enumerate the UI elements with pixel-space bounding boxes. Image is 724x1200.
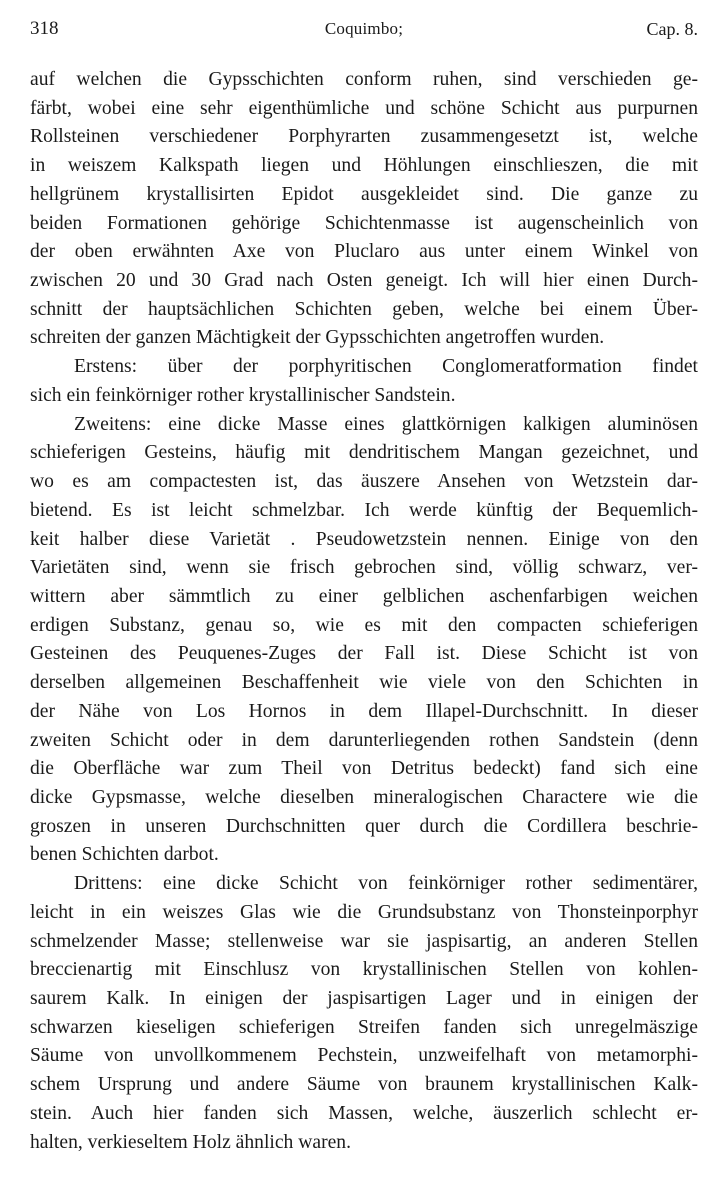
text-line: in weiszem Kalkspath liegen und Höhlungen einschlieszen, die mit [30, 155, 698, 177]
text-line: Säume von unvollkommenem Pechstein, unzweifelhaft von metamorphi- [30, 1045, 698, 1067]
chapter-label: Cap. 8. [646, 19, 698, 39]
text-line: benen Schichten darbot. [30, 844, 219, 866]
running-title: Coquimbo; [324, 19, 404, 38]
text-line: schem Ursprung und andere Säume von braunem krystallinischen Kalk- [30, 1074, 698, 1096]
text-line: zwischen 20 und 30 Grad nach Osten geneigt. Ich will hier einen Durch- [30, 270, 698, 292]
text-line: auf welchen die Gypsschichten conform ruhen, sind verschieden ge- [30, 69, 698, 90]
text-line: breccienartig mit Einschlusz von krystallinischen Stellen von kohlen- [30, 959, 698, 981]
text-line: beiden Formationen gehörige Schichtenmasse ist augenscheinlich von [30, 212, 698, 234]
text-line: der oben erwähnten Axe von Pluclaro aus unter einem Winkel von [30, 241, 698, 263]
text-line: stein. Auch hier fanden sich Massen, welche, äuszerlich schlecht er- [30, 1102, 698, 1124]
text-line: schnitt der hauptsächlichen Schichten geben, welche bei einem Über- [30, 298, 698, 320]
text-line: sich ein feinkörniger rother krystallinischer Sandstein. [30, 384, 456, 406]
text-line: schreiten der ganzen Mächtigkeit der Gypsschichten angetroffen wurden. [30, 327, 605, 349]
text-line: die Oberfläche war zum Theil von Detritus bedeckt) fand sich eine [30, 758, 698, 780]
body-text [30, 66, 698, 1157]
text-line: leicht in ein weiszes Glas wie die Grundsubstanz von Thonsteinporphyr [30, 901, 698, 923]
text-line: schieferigen Gesteins, häufig mit dendritischem Mangan gezeichnet, und [30, 442, 698, 464]
text-line: färbt, wobei eine sehr eigenthümliche und schöne Schicht aus purpurnen [30, 97, 698, 119]
page-header [30, 14, 698, 44]
text-line: schwarzen kieseligen schieferigen Streifen fanden sich unregelmäszige [30, 1016, 698, 1038]
text-line: schmelzender Masse; stellenweise war sie jaspisartig, an anderen Stellen [30, 930, 698, 952]
text-line: Varietäten sind, wenn sie frisch gebrochen sind, völlig schwarz, ver- [30, 557, 698, 579]
text-line: Zweitens: eine dicke Masse eines glattkörnigen kalkigen aluminösen [74, 413, 698, 435]
text-line: wittern aber sämmtlich zu einer gelblichen aschenfarbigen weichen [30, 585, 698, 607]
text-line: bietend. Es ist leicht schmelzbar. Ich werde künftig der Bequemlich- [30, 499, 698, 521]
text-line: Drittens: eine dicke Schicht von feinkörniger rother sedimentärer, [74, 873, 698, 895]
text-line: der Nähe von Los Hornos in dem Illapel-Durchschnitt. In dieser [30, 700, 698, 722]
text-line: saurem Kalk. In einigen der jaspisartigen Lager und in einigen der [30, 988, 698, 1009]
text-line: derselben allgemeinen Beschaffenheit wie viele von den Schichten in [30, 672, 698, 694]
book-page [30, 14, 698, 1157]
text-line: Rollsteinen verschiedener Porphyrarten zusammengesetzt ist, welche [30, 126, 698, 148]
paragraph [30, 411, 698, 871]
text-line: keit halber diese Varietät . Pseudowetzstein nennen. Einige von den [30, 528, 698, 550]
page-number: 318 [30, 18, 59, 39]
paragraph [30, 66, 698, 353]
paragraph [30, 870, 698, 1157]
text-line: zweiten Schicht oder in dem darunterliegenden rothen Sandstein (denn [30, 729, 698, 751]
text-line: Gesteinen des Peuquenes-Zuges der Fall ist. Diese Schicht ist von [30, 643, 698, 665]
text-line: dicke Gypsmasse, welche dieselben mineralogischen Charactere wie die [30, 786, 698, 808]
text-line: halten, verkieseltem Holz ähnlich waren. [30, 1131, 351, 1153]
text-line: groszen in unseren Durchschnitten quer durch die Cordillera beschrie- [30, 815, 698, 837]
text-line: hellgrünem krystallisirten Epidot ausgekleidet sind. Die ganze zu [30, 183, 698, 205]
paragraph [30, 353, 698, 410]
text-line: wo es am compactesten ist, das äuszere Ansehen von Wetzstein dar- [30, 471, 698, 493]
text-line: erdigen Substanz, genau so, wie es mit den compacten schieferigen [30, 614, 698, 636]
text-line: Erstens: über der porphyritischen Conglomeratformation findet [74, 356, 698, 378]
